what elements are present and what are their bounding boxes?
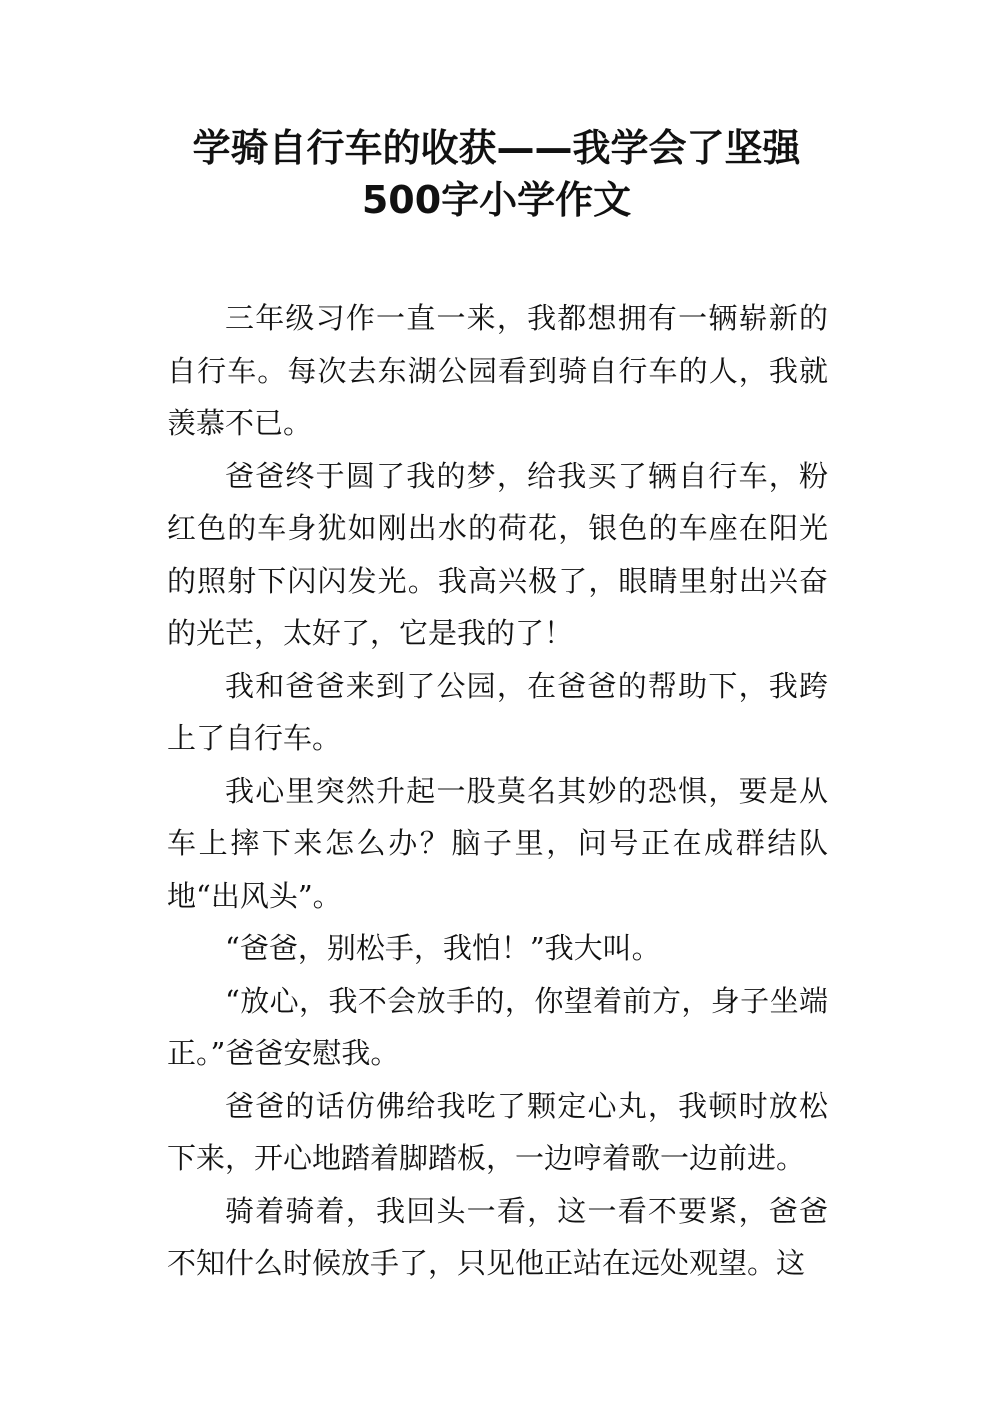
title-line-2: 500字小学作文: [361, 178, 632, 222]
document-body: [167, 292, 828, 1290]
paragraph-7: 爸爸的话仿佛给我吃了颗定心丸，我顿时放松下来，开心地踏着脚踏板，一边哼着歌一边前进。: [167, 1088, 828, 1175]
paragraph-3: 我和爸爸来到了公园，在爸爸的帮助下，我跨上了自行车。: [167, 668, 828, 755]
document-title: [120, 122, 873, 226]
paragraph-8: 骑着骑着，我回头一看，这一看不要紧，爸爸不知什么时候放手了，只见他正站在远处观望。这: [167, 1193, 828, 1280]
paragraph-5: “爸爸，别松手，我怕！”我大叫。: [225, 931, 661, 965]
paragraph-1: 三年级习作一直一来，我都想拥有一辆崭新的自行车。每次去东湖公园看到骑自行车的人，我就羡慕不已。: [167, 301, 828, 440]
title-line-1: 学骑自行车的收获——我学会了坚强: [192, 126, 801, 170]
paragraph-4: 我心里突然升起一股莫名其妙的恐惧，要是从车上摔下来怎么办？脑子里，问号正在成群结队地“出风头”。: [167, 773, 828, 913]
paragraph-6: “放心，我不会放手的，你望着前方，身子坐端正。”爸爸安慰我。: [167, 983, 828, 1070]
paragraph-2: 爸爸终于圆了我的梦，给我买了辆自行车，粉红色的车身犹如刚出水的荷花，银色的车座在阳光的照射下闪闪发光。我高兴极了，眼睛里射出兴奋的光芒，太好了，它是我的了！: [167, 458, 828, 650]
